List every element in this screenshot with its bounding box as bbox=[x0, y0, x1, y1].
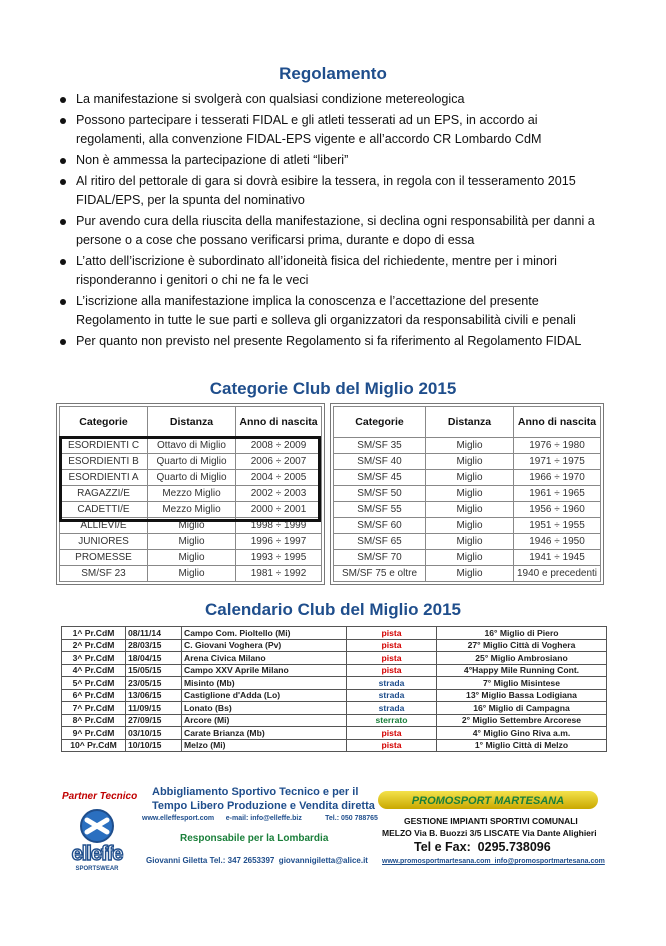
ad-line-1: Abbigliamento Sportivo Tecnico e per il bbox=[152, 786, 359, 798]
category-row bbox=[60, 534, 322, 550]
event-date: 11/09/15 bbox=[126, 702, 182, 715]
category-name: ESORDIENTI B bbox=[60, 454, 148, 470]
category-row bbox=[334, 486, 601, 502]
event-date: 13/06/15 bbox=[126, 689, 182, 702]
category-distance: Miglio bbox=[148, 566, 236, 582]
category-distance: Ottavo di Miglio bbox=[148, 438, 236, 454]
category-name: SM/SF 75 e oltre bbox=[334, 566, 426, 582]
ad-line-2: Tempo Libero Produzione e Vendita diretta bbox=[152, 800, 375, 812]
category-name: ESORDIENTI A bbox=[60, 470, 148, 486]
elleffe-contacts: www.elleffesport.com e-mail: info@elleffe.biz Tel.: 050 788765 bbox=[142, 815, 378, 822]
header-distanza: Distanza bbox=[426, 407, 514, 438]
category-birth-years: 1946 ÷ 1950 bbox=[514, 534, 601, 550]
rule-item: Al ritiro del pettorale di gara si dovrà esibire la tessera, in regola con il tesseramento 2015 FIDAL/EPS, per la spunta del nominativo bbox=[58, 172, 603, 210]
rule-item: Per quanto non previsto nel presente Regolamento si fa riferimento al Regolamento FIDAL bbox=[58, 332, 603, 351]
rule-item: L’atto dell’iscrizione è subordinato all’idoneità fisica del richiedente, mentre per i minori risponderanno i genitori o chi ne fa le veci bbox=[58, 252, 603, 290]
category-birth-years: 2008 ÷ 2009 bbox=[236, 438, 322, 454]
category-row bbox=[334, 534, 601, 550]
event-name: 7° Miglio Misintese bbox=[437, 677, 607, 690]
category-name: SM/SF 40 bbox=[334, 454, 426, 470]
category-name: ALLIEVI/E bbox=[60, 518, 148, 534]
event-surface: pista bbox=[347, 652, 437, 665]
gestione-impianti: GESTIONE IMPIANTI SPORTIVI COMUNALI bbox=[404, 816, 578, 826]
elleffe-logo-sub: SPORTSWEAR bbox=[75, 866, 119, 872]
categories-table-right bbox=[330, 403, 604, 585]
header-anno: Anno di nascita bbox=[514, 407, 601, 438]
category-birth-years: 1971 ÷ 1975 bbox=[514, 454, 601, 470]
event-surface: strada bbox=[347, 689, 437, 702]
category-name: SM/SF 60 bbox=[334, 518, 426, 534]
category-distance: Miglio bbox=[426, 566, 514, 582]
category-distance: Miglio bbox=[426, 550, 514, 566]
categories-table-left bbox=[56, 403, 325, 585]
category-birth-years: 1966 ÷ 1970 bbox=[514, 470, 601, 486]
category-name: ESORDIENTI C bbox=[60, 438, 148, 454]
event-venue: Arcore (Mi) bbox=[182, 714, 347, 727]
event-date: 15/05/15 bbox=[126, 664, 182, 677]
promosport-web: www.promosportmartesana.com info@promosportmartesana.com bbox=[382, 858, 605, 865]
category-distance: Miglio bbox=[426, 502, 514, 518]
calendar-row bbox=[62, 677, 607, 690]
header-anno: Anno di nascita bbox=[236, 407, 322, 438]
event-surface: pista bbox=[347, 664, 437, 677]
category-row bbox=[334, 566, 601, 582]
event-venue: C. Giovani Voghera (Pv) bbox=[182, 639, 347, 652]
promosport-telfax: Tel e Fax: 0295.738096 bbox=[414, 840, 551, 854]
category-distance: Mezzo Miglio bbox=[148, 502, 236, 518]
event-date: 27/09/15 bbox=[126, 714, 182, 727]
category-distance: Miglio bbox=[426, 454, 514, 470]
promosport-address: MELZO Via B. Buozzi 3/5 LISCATE Via Dante Alighieri bbox=[382, 828, 597, 838]
event-date: 03/10/15 bbox=[126, 727, 182, 740]
category-birth-years: 1993 ÷ 1995 bbox=[236, 550, 322, 566]
giovanni-contact: Giovanni Giletta Tel.: 347 2653397 giovannigiletta@alice.it bbox=[146, 856, 368, 865]
header-categorie: Categorie bbox=[334, 407, 426, 438]
event-venue: Arena Civica Milano bbox=[182, 652, 347, 665]
event-venue: Carate Brianza (Mb) bbox=[182, 727, 347, 740]
header-distanza: Distanza bbox=[148, 407, 236, 438]
event-venue: Melzo (Mi) bbox=[182, 739, 347, 752]
category-row bbox=[334, 454, 601, 470]
category-row bbox=[334, 518, 601, 534]
category-row bbox=[334, 438, 601, 454]
category-birth-years: 1941 ÷ 1945 bbox=[514, 550, 601, 566]
event-surface: strada bbox=[347, 677, 437, 690]
rule-item: L’iscrizione alla manifestazione implica la conoscenza e l’accettazione del presente Regolamento in tutte le sue parti e solleva gli organizzatori da responsabilità civili e penali bbox=[58, 292, 603, 330]
calendar-row bbox=[62, 627, 607, 640]
calendar-row bbox=[62, 702, 607, 715]
event-surface: pista bbox=[347, 739, 437, 752]
event-surface: pista bbox=[347, 639, 437, 652]
elleffe-logo-text: elleffe bbox=[71, 843, 123, 865]
event-round: 2^ Pr.CdM bbox=[62, 639, 126, 652]
category-row bbox=[60, 470, 322, 486]
event-name: 13° Miglio Bassa Lodigiana bbox=[437, 689, 607, 702]
header-categorie: Categorie bbox=[60, 407, 148, 438]
category-name: PROMESSE bbox=[60, 550, 148, 566]
event-venue: Campo Com. Pioltello (Mi) bbox=[182, 627, 347, 640]
calendar-row bbox=[62, 689, 607, 702]
elleffe-logo bbox=[62, 806, 132, 876]
calendar-row bbox=[62, 727, 607, 740]
event-surface: pista bbox=[347, 727, 437, 740]
category-name: SM/SF 45 bbox=[334, 470, 426, 486]
category-birth-years: 2002 ÷ 2003 bbox=[236, 486, 322, 502]
rule-item: La manifestazione si svolgerà con qualsiasi condizione metereologica bbox=[58, 90, 603, 109]
calendar-row bbox=[62, 739, 607, 752]
event-venue: Misinto (Mb) bbox=[182, 677, 347, 690]
category-distance: Quarto di Miglio bbox=[148, 454, 236, 470]
event-venue: Castiglione d'Adda (Lo) bbox=[182, 689, 347, 702]
event-date: 08/11/14 bbox=[126, 627, 182, 640]
calendar-row bbox=[62, 639, 607, 652]
category-name: SM/SF 35 bbox=[334, 438, 426, 454]
partner-label: Partner Tecnico bbox=[62, 791, 138, 802]
rules-list bbox=[58, 90, 603, 353]
category-row bbox=[60, 438, 322, 454]
category-row bbox=[60, 550, 322, 566]
category-birth-years: 2000 ÷ 2001 bbox=[236, 502, 322, 518]
promosport-logo-text: PROMOSPORT MARTESANA bbox=[411, 795, 565, 807]
category-row bbox=[60, 518, 322, 534]
event-name: 1° Miglio Città di Melzo bbox=[437, 739, 607, 752]
calendar-row bbox=[62, 664, 607, 677]
regolamento-title: Regolamento bbox=[279, 64, 387, 83]
event-name: 2° Miglio Settembre Arcorese bbox=[437, 714, 607, 727]
calendar-table bbox=[61, 626, 607, 752]
category-distance: Miglio bbox=[148, 518, 236, 534]
rule-item: Non è ammessa la partecipazione di atleti “liberi” bbox=[58, 151, 603, 170]
calendar-row bbox=[62, 652, 607, 665]
category-name: SM/SF 65 bbox=[334, 534, 426, 550]
event-round: 6^ Pr.CdM bbox=[62, 689, 126, 702]
event-round: 5^ Pr.CdM bbox=[62, 677, 126, 690]
event-round: 10^ Pr.CdM bbox=[62, 739, 126, 752]
category-name: SM/SF 50 bbox=[334, 486, 426, 502]
category-birth-years: 1998 ÷ 1999 bbox=[236, 518, 322, 534]
event-surface: strada bbox=[347, 702, 437, 715]
category-name: JUNIORES bbox=[60, 534, 148, 550]
category-name: SM/SF 23 bbox=[60, 566, 148, 582]
category-name: CADETTI/E bbox=[60, 502, 148, 518]
category-birth-years: 1956 ÷ 1960 bbox=[514, 502, 601, 518]
category-name: SM/SF 70 bbox=[334, 550, 426, 566]
category-row bbox=[60, 486, 322, 502]
categorie-title: Categorie Club del Miglio 2015 bbox=[209, 379, 457, 398]
category-birth-years: 1961 ÷ 1965 bbox=[514, 486, 601, 502]
event-round: 1^ Pr.CdM bbox=[62, 627, 126, 640]
category-row bbox=[60, 502, 322, 518]
category-birth-years: 2006 ÷ 2007 bbox=[236, 454, 322, 470]
event-date: 18/04/15 bbox=[126, 652, 182, 665]
event-venue: Campo XXV Aprile Milano bbox=[182, 664, 347, 677]
category-distance: Miglio bbox=[426, 518, 514, 534]
calendar-row bbox=[62, 714, 607, 727]
category-distance: Miglio bbox=[426, 438, 514, 454]
category-birth-years: 1996 ÷ 1997 bbox=[236, 534, 322, 550]
category-distance: Miglio bbox=[148, 534, 236, 550]
category-row bbox=[334, 470, 601, 486]
category-birth-years: 1940 e precedenti bbox=[514, 566, 601, 582]
category-row bbox=[334, 550, 601, 566]
category-name: SM/SF 55 bbox=[334, 502, 426, 518]
category-birth-years: 1976 ÷ 1980 bbox=[514, 438, 601, 454]
category-distance: Miglio bbox=[148, 550, 236, 566]
event-name: 27° Miglio Città di Voghera bbox=[437, 639, 607, 652]
category-birth-years: 1951 ÷ 1955 bbox=[514, 518, 601, 534]
category-row bbox=[60, 566, 322, 582]
category-distance: Miglio bbox=[426, 470, 514, 486]
event-round: 8^ Pr.CdM bbox=[62, 714, 126, 727]
category-distance: Miglio bbox=[426, 486, 514, 502]
category-distance: Mezzo Miglio bbox=[148, 486, 236, 502]
responsabile-lombardia: Responsabile per la Lombardia bbox=[180, 833, 329, 844]
category-name: RAGAZZI/E bbox=[60, 486, 148, 502]
category-row bbox=[334, 502, 601, 518]
event-date: 28/03/15 bbox=[126, 639, 182, 652]
event-round: 7^ Pr.CdM bbox=[62, 702, 126, 715]
event-name: 4°Happy Mile Running Cont. bbox=[437, 664, 607, 677]
event-surface: pista bbox=[347, 627, 437, 640]
category-row bbox=[60, 454, 322, 470]
event-round: 4^ Pr.CdM bbox=[62, 664, 126, 677]
category-birth-years: 1981 ÷ 1992 bbox=[236, 566, 322, 582]
event-round: 3^ Pr.CdM bbox=[62, 652, 126, 665]
category-distance: Quarto di Miglio bbox=[148, 470, 236, 486]
event-name: 4° Miglio Gino Riva a.m. bbox=[437, 727, 607, 740]
event-name: 16° Miglio di Campagna bbox=[437, 702, 607, 715]
event-round: 9^ Pr.CdM bbox=[62, 727, 126, 740]
event-venue: Lonato (Bs) bbox=[182, 702, 347, 715]
rule-item: Possono partecipare i tesserati FIDAL e gli atleti tesserati ad un EPS, in accordo ai regolamenti, alla convenzione FIDAL-EPS vigente e all’accordo CR Lombardo CdM bbox=[58, 111, 603, 149]
event-name: 16° Miglio di Piero bbox=[437, 627, 607, 640]
promosport-logo bbox=[378, 791, 598, 809]
calendario-title: Calendario Club del Miglio 2015 bbox=[205, 600, 461, 619]
event-date: 10/10/15 bbox=[126, 739, 182, 752]
category-birth-years: 2004 ÷ 2005 bbox=[236, 470, 322, 486]
event-name: 25° Miglio Ambrosiano bbox=[437, 652, 607, 665]
event-date: 23/05/15 bbox=[126, 677, 182, 690]
rule-item: Pur avendo cura della riuscita della manifestazione, si declina ogni responsabilità per danni a persone o a cose che possano verificarsi prima, durante e dopo di essa bbox=[58, 212, 603, 250]
event-surface: sterrato bbox=[347, 714, 437, 727]
category-distance: Miglio bbox=[426, 534, 514, 550]
